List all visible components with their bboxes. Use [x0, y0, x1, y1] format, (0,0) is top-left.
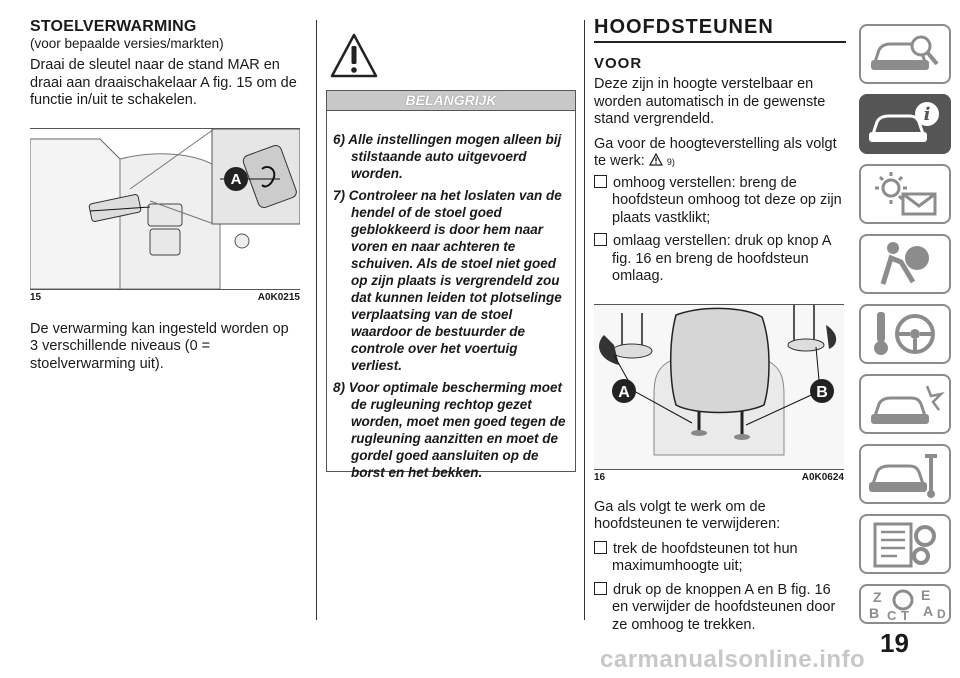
section-heading: HOOFDSTEUNEN	[594, 16, 774, 38]
key-steering-icon	[861, 306, 949, 362]
figure-caption	[30, 290, 300, 303]
tab-car-search[interactable]	[859, 24, 951, 84]
paragraph: Ga als volgt te werk om de hoofdsteunen te verwijderen:	[594, 498, 781, 532]
headrest-image	[594, 305, 844, 469]
column-divider	[316, 20, 317, 620]
paragraph: Deze zijn in hoogte verstelbaar en worden automatisch in de gewenste stand vergrendeld.	[594, 76, 826, 127]
checkbox-bullet-icon	[594, 175, 607, 188]
index-letter: C	[887, 608, 897, 622]
heading-rule	[594, 41, 846, 43]
section-subheading: VOOR	[594, 55, 643, 72]
index-letter: A	[923, 603, 934, 619]
checkbox-bullet-icon	[594, 233, 607, 246]
warning-box	[326, 90, 576, 480]
car-service-icon	[861, 446, 949, 502]
figure-code: A0K0624	[801, 471, 844, 483]
seat-heater-switch-image	[30, 129, 300, 289]
warning-triangle-icon	[330, 32, 378, 80]
airbag-icon	[861, 236, 949, 292]
tab-starting-driving[interactable]	[859, 304, 951, 364]
watermark: carmanualsonline.info	[600, 646, 866, 673]
tab-index[interactable]	[859, 584, 951, 624]
figure-label-a: A	[618, 383, 630, 401]
specifications-icon	[861, 516, 949, 572]
tab-technical-data[interactable]	[859, 514, 951, 574]
warning-light-icon	[861, 166, 949, 222]
paragraph: Draai de sleutel naar de stand MAR en draai aan draaischakelaar A fig. 15 om de functie in/uit te schakelen.	[30, 57, 297, 108]
warning-reference: 9)	[666, 157, 675, 167]
index-letter: T	[901, 608, 909, 622]
column-stoelverwarming	[30, 0, 300, 380]
index-icon	[861, 586, 949, 622]
figure-number: 16	[594, 471, 606, 483]
warning-item-7: 7) Controleer na het loslaten van de hendel of de stoel goed geblokkeerd is door hem naar voren en naar achteren te schuiven. Als de stoel niet goed op zijn plaats is vergrendeld zou dat kunnen leiden tot plotselinge verplaatsing van de stoel waardoor de bestuurder de controle over het voertuig verliest.	[333, 188, 562, 373]
list-item	[594, 582, 849, 635]
warning-item-6: 6) Alle instellingen mogen alleen bij stilstaande auto uitgevoerd worden.	[333, 132, 562, 181]
section-heading: STOELVERWARMING	[30, 18, 197, 35]
checkbox-bullet-icon	[594, 541, 607, 554]
list-item	[594, 541, 849, 576]
figure-label-b: B	[816, 383, 828, 401]
list-item	[594, 233, 849, 286]
figure-15	[30, 128, 300, 290]
tab-maintenance[interactable]	[859, 444, 951, 504]
figure-label-a: A	[230, 170, 242, 188]
tab-warning-lights[interactable]	[859, 164, 951, 224]
svg-text:i: i	[923, 104, 931, 125]
list-item-text: trek de hoofdsteunen tot hun maximumhoogte uit;	[612, 540, 798, 574]
warning-small-icon	[649, 153, 663, 166]
warning-header-label: BELANGRIJK	[405, 92, 497, 108]
index-letter: E	[921, 587, 931, 603]
paragraph	[594, 136, 849, 172]
list-item-text: omlaag verstellen: druk op knop A fig. 16 en breng de hoofdsteun omlaag.	[612, 233, 831, 284]
tab-emergency[interactable]	[859, 374, 951, 434]
column-divider	[584, 20, 585, 620]
warning-item-8: 8) Voor optimale bescherming moet de rugleuning rechtop gezet worden, moet men goed tegen de rugleuning aanzitten en moet de gordel goed aansluiten op de borst en het bekken.	[333, 380, 566, 480]
warning-header	[327, 91, 575, 111]
index-letter: B	[869, 605, 880, 621]
list-item	[594, 175, 849, 228]
section-subheading: (voor bepaalde versies/markten)	[30, 36, 224, 51]
paragraph-text: Ga voor de hoogteverstelling als volgt te werk:	[594, 135, 837, 169]
page-number: 19	[880, 628, 909, 658]
car-crash-icon	[861, 376, 949, 432]
list-item-text: druk op de knoppen A en B fig. 16 en verwijder de hoofdsteunen door ze omhoog te trekken.	[612, 581, 836, 633]
car-info-icon	[861, 96, 949, 152]
car-search-icon	[861, 26, 949, 82]
tab-safety[interactable]	[859, 234, 951, 294]
figure-code: A0K0215	[257, 291, 300, 303]
index-letter: D	[937, 607, 946, 621]
figure-caption	[594, 470, 844, 483]
checkbox-bullet-icon	[594, 582, 607, 595]
figure-number: 15	[30, 291, 42, 303]
list-item-text: omhoog verstellen: breng de hoofdsteun omhoog tot deze op zijn plaats vastklikt;	[612, 174, 842, 226]
tab-car-info[interactable]	[859, 94, 951, 154]
figure-16	[594, 304, 844, 470]
column-hoofdsteunen	[594, 0, 849, 640]
index-letter: Z	[873, 589, 882, 605]
paragraph: De verwarming kan ingesteld worden op 3 verschillende niveaus (0 = stoelverwarming uit).	[30, 320, 289, 372]
